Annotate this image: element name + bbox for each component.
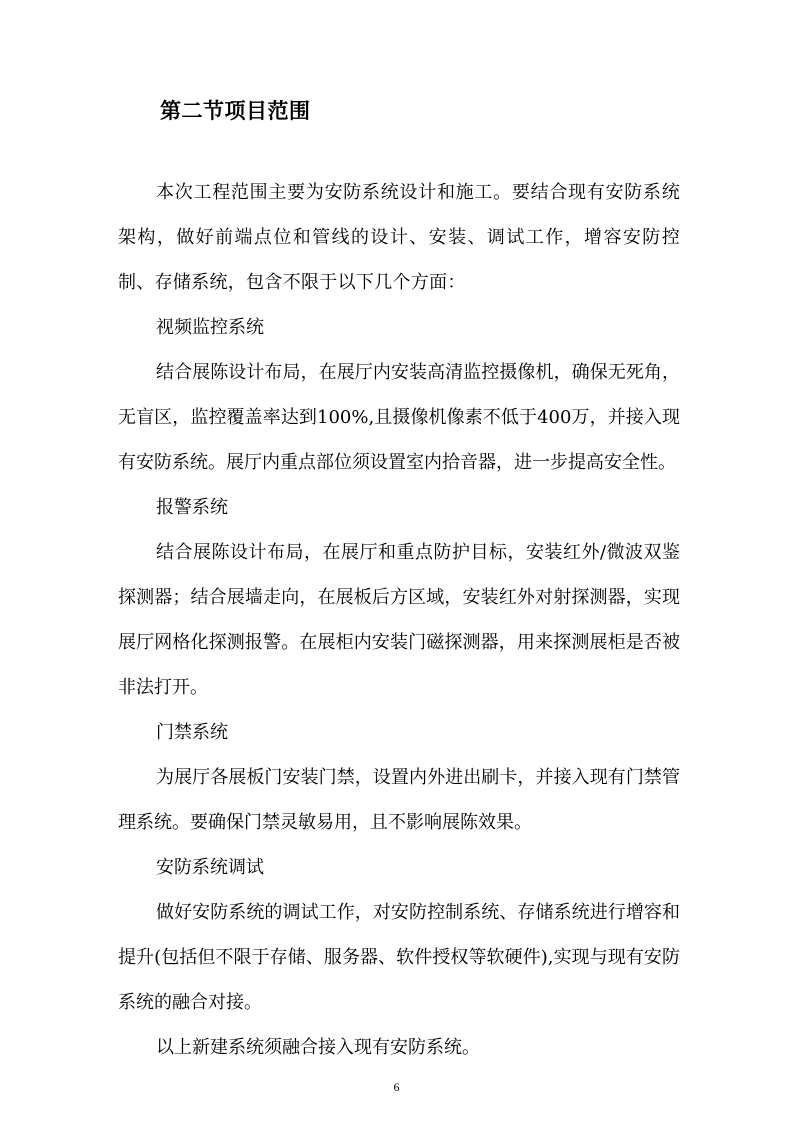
document-body: [118, 170, 680, 1070]
paragraph-video-surveillance: 结合展陈设计布局，在展厅内安装高清监控摄像机，确保无死角，无盲区，监控覆盖率达到100%,且摄像机像素不低于400万，并接入现有安防系统。展厅内重点部位须设置室内拾音器，进一步提高安全性。: [118, 362, 680, 473]
paragraph-alarm-system: 结合展陈设计布局，在展厅和重点防护目标，安装红外/微波双鉴探测器；结合展墙走向，在展板后方区域，安装红外对射探测器，实现展厅网格化探测报警。在展柜内安装门磁探测器，用来探测展柜是否被非法打开。: [118, 542, 680, 698]
intro-paragraph: 本次工程范围主要为安防系统设计和施工。要结合现有安防系统架构，做好前端点位和管线的设计、安装、调试工作，增容安防控制、存储系统，包含不限于以下几个方面：: [118, 182, 680, 293]
page-number: 6: [393, 1080, 400, 1094]
subheading-access-control: 门禁系统: [156, 722, 228, 743]
subheading-security-debugging: 安防系统调试: [156, 857, 264, 878]
closing-paragraph: 以上新建系统须融合接入现有安防系统。: [156, 1037, 480, 1058]
section-title: 第二节项目范围: [160, 98, 311, 123]
paragraph-access-control: 为展厅各展板门安装门禁，设置内外进出刷卡，并接入现有门禁管理系统。要确保门禁灵敏易用，且不影响展陈效果。: [118, 767, 680, 833]
subheading-video-surveillance: 视频监控系统: [156, 317, 264, 338]
subheading-alarm-system: 报警系统: [156, 497, 228, 518]
paragraph-security-debugging: 做好安防系统的调试工作，对安防控制系统、存储系统进行增容和提升(包括但不限于存储、服务器、软件授权等软硬件),实现与现有安防系统的融合对接。: [118, 902, 680, 1013]
